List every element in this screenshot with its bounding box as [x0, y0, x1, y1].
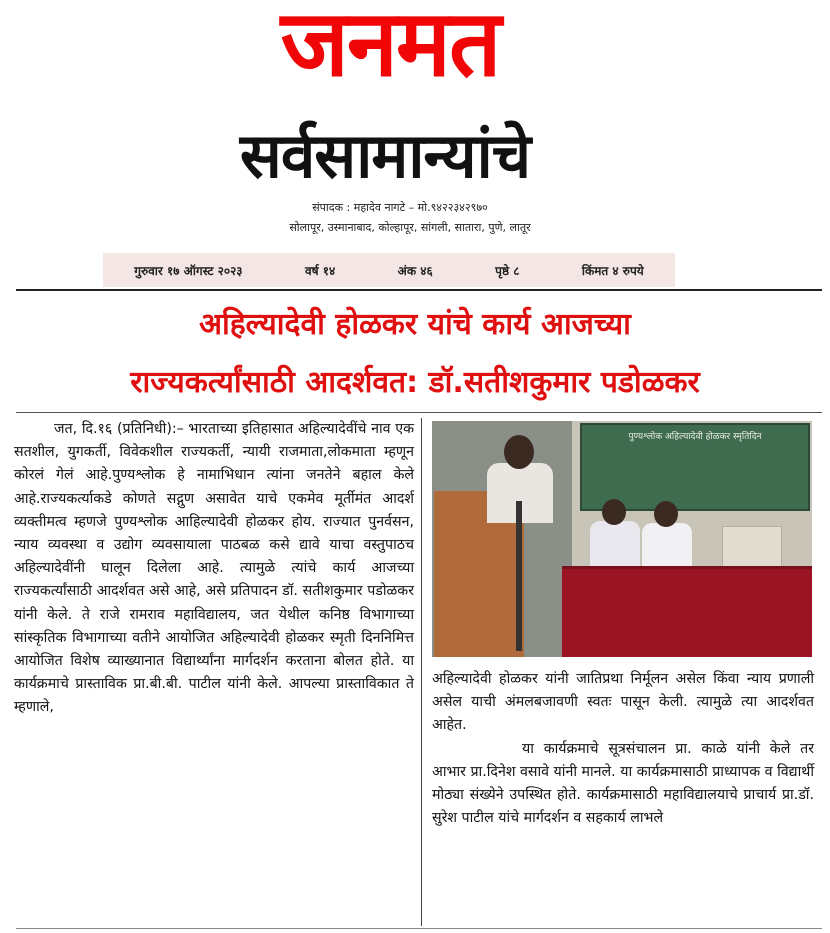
- article-body-left: जत, दि.१६ (प्रतिनिधी):– भारताच्या इतिहासात अहिल्यादेवींचे नाव एक सतशील, युगकर्ती, विवेकशील राज्यकर्ती, न्यायी राजमाता,लोकमाता म्हणून कोरलं गेलं आहे.पुण्यश्लोक हे नामाभिधान त्यांना जनतेने बहाल केले आहे.राज्यकर्त्याकडे कोणते सद्गुण असावेत याचे एकमेव मूर्तीमंत आदर्श व्यक्तीमत्व म्हणजे पुण्यश्लोक आहिल्यादेवी होळकर होय. राज्यात पुनर्वसन, न्याय व्यवस्था व उद्योग व्यवसायाला पाठबळ कसे द्यावे याचा वस्तुपाठच अहिल्यादेवींनी घालून दिलेला आहे. त्यामुळे त्यांचे कार्य आजच्या राज्यकर्त्यांसाठी आदर्शवत असे आहे, असे प्रतिपादन डॉ. सतीशकुमार पडोळकर यांनी केले. ते राजे रामराव महाविद्यालय, जत येथील कनिष्ठ विभागाच्या सांस्कृतिक विभागाच्या वतीने आयोजित अहिल्यादेवी होळकर स्मृती दिननिमित्त आयोजित विशेष व्याख्यानात विद्यार्थ्यांना मार्गदर्शन करताना बोलत होते. या कार्यक्रमाचे प्रास्ताविक प्रा.बी.बी. पाटील यांनी केले. आपल्या प्रास्ताविकात ते म्हणाले,: [14, 421, 414, 716]
- header-divider: [16, 289, 822, 291]
- issue-number: अंक ४६: [397, 263, 433, 278]
- issue-date: गुरुवार १७ ऑगस्ट २०२३: [134, 263, 243, 278]
- page-count: पृष्ठे ८: [495, 263, 520, 278]
- issue-year: वर्ष १४: [304, 263, 336, 278]
- editor-line: संपादक : महादेव नागटे – मो.९४२२३४२९७०: [312, 201, 488, 214]
- dais-table: [562, 566, 812, 657]
- blackboard: [580, 423, 810, 511]
- newspaper-subtitle: सर्वसामान्यांचे: [239, 119, 531, 192]
- article-body-right-2: या कार्यक्रमाचे सूत्रसंचालन प्रा. काळे यांनी केले तर आभार प्रा.दिनेश वसावे यांनी मानले. या कार्यक्रमासाठी प्राध्यापक व विद्यार्थी मोठ्या संख्येने उपस्थित होते. कार्यक्रमासाठी महाविद्यालयाचे प्राचार्य प्रा.डॉ. सुरेश पाटील यांचे मार्गदर्शन व सहकार्य लाभले: [432, 740, 814, 827]
- headline-line-1: अहिल्यादेवी होळकर यांचे कार्य आजच्या: [199, 307, 631, 342]
- microphone-stand: [516, 501, 522, 651]
- issue-info-bar: [103, 253, 675, 287]
- article-left-column: [14, 418, 414, 928]
- guest-2: [642, 523, 692, 569]
- guest-1: [590, 521, 640, 569]
- article-right-column: [432, 668, 814, 928]
- event-photo: [432, 421, 812, 657]
- column-divider: [421, 418, 422, 926]
- headline-line-2: राज्यकर्त्यांसाठी आदर्शवत: डॉ.सतीशकुमार पडोळकर: [130, 365, 700, 400]
- issue-price: किंमत ४ रुपये: [581, 263, 644, 278]
- speaker-head: [504, 435, 534, 469]
- footer-divider: [16, 928, 822, 929]
- article-body-right-1: अहिल्यादेवी होळकर यांनी जातिप्रथा निर्मूलन असेल किंवा न्याय प्रणाली असेल याची अंमलबजावणी स्वतः पासून केली. त्यामुळे त्या आदर्शवत आहेत.: [432, 671, 814, 734]
- guest-1-head: [602, 499, 626, 525]
- headline-divider: [16, 412, 822, 413]
- guest-2-head: [654, 501, 678, 527]
- editions-line: सोलापूर, उस्मानाबाद, कोल्हापूर, सांगली, सातारा, पुणे, लातूर: [289, 221, 531, 234]
- blackboard-title: पुण्यश्लोक अहिल्यादेवी होळकर स्मृतिदिन: [628, 432, 762, 442]
- newspaper-title: जनमत: [280, 0, 500, 97]
